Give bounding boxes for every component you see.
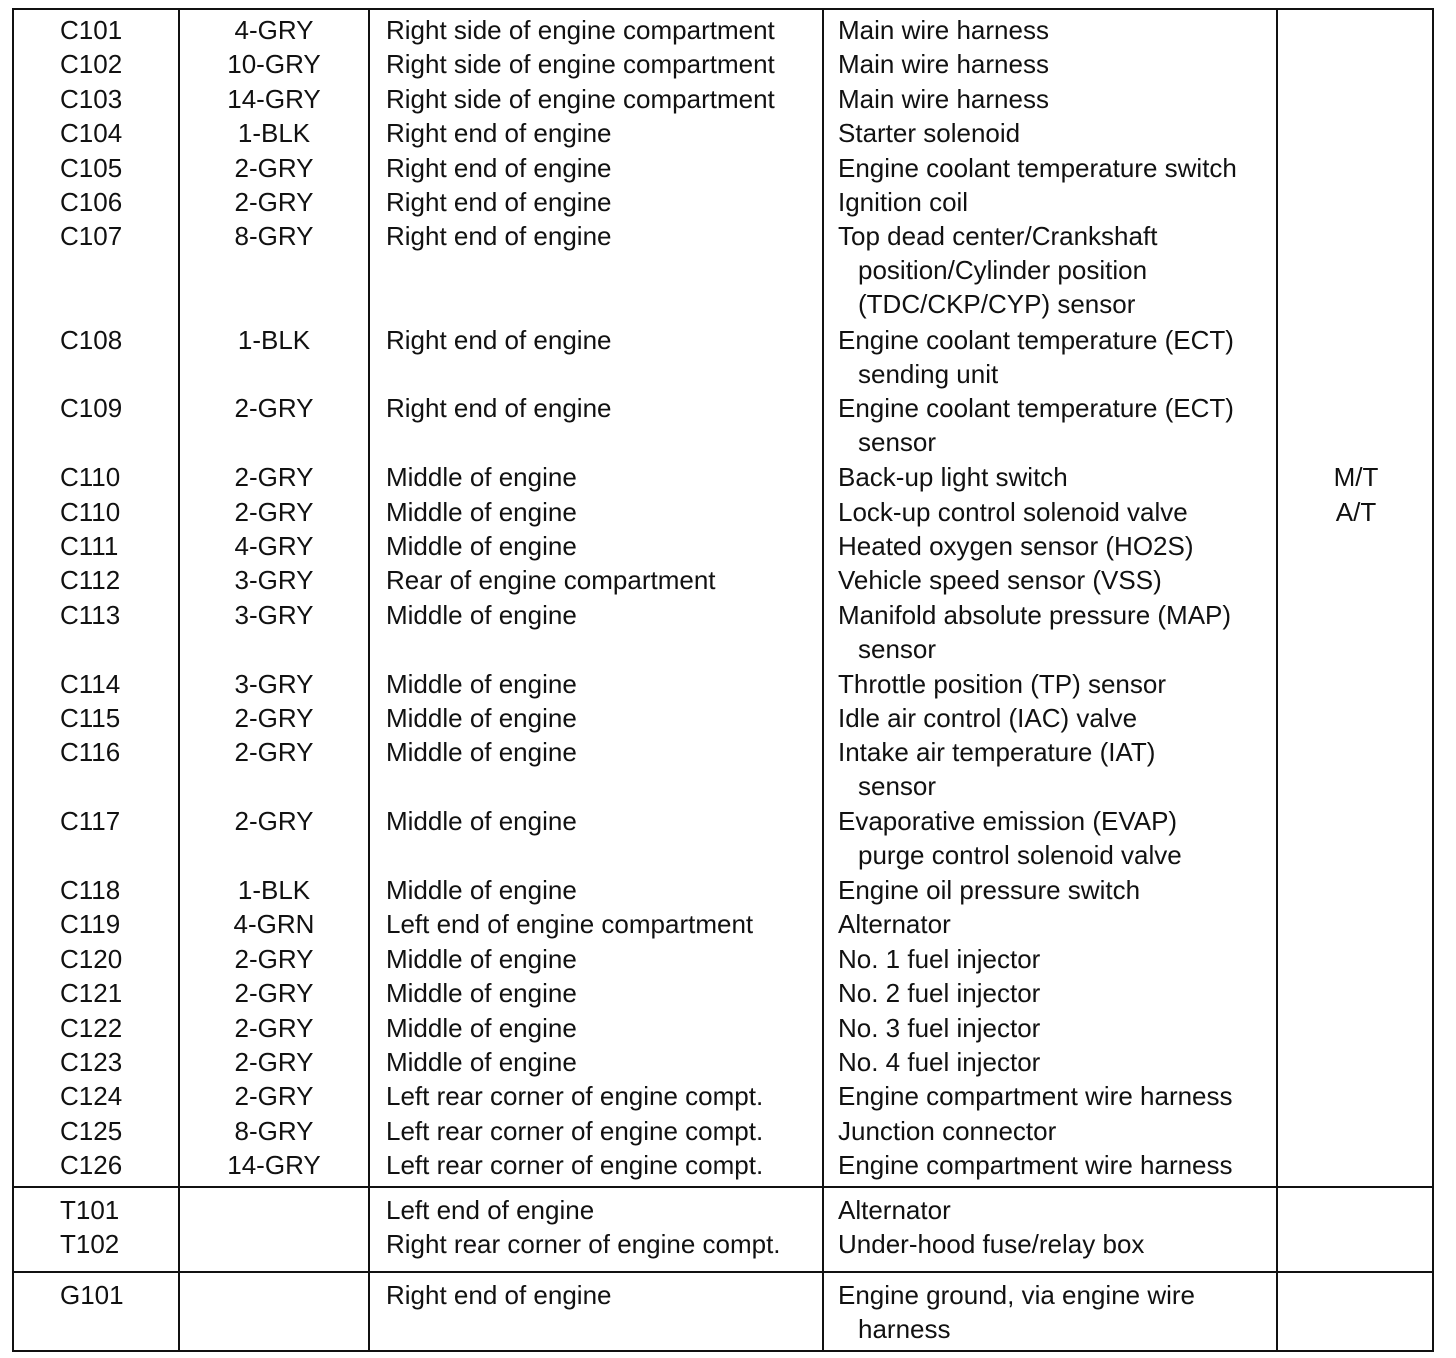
table-border-bottom xyxy=(12,1350,1434,1352)
wire-spec: 14-GRY xyxy=(227,84,321,114)
transmission-note: A/T xyxy=(1335,497,1377,527)
connector-id: C111 xyxy=(60,531,119,561)
table-border-top xyxy=(12,8,1434,10)
component-line: Engine coolant temperature (ECT) xyxy=(838,325,1234,355)
wire-spec: 2-GRY xyxy=(234,1013,314,1043)
connector-location: Right end of engine xyxy=(386,1280,612,1310)
connector-id: C122 xyxy=(60,1013,123,1043)
wire-spec: 2-GRY xyxy=(234,978,314,1008)
connector-location: Middle of engine xyxy=(386,944,577,974)
wire-spec: 2-GRY xyxy=(234,187,314,217)
component-line: sending unit xyxy=(858,359,999,389)
connector-location: Left end of engine xyxy=(386,1195,595,1225)
connector-id: C103 xyxy=(60,84,123,114)
table-border-right xyxy=(1432,8,1434,1352)
connected-component xyxy=(838,735,1155,803)
connected-component xyxy=(838,1193,951,1227)
connector-location: Middle of engine xyxy=(386,703,577,733)
wire-spec: 3-GRY xyxy=(234,669,314,699)
connected-component xyxy=(838,151,1237,185)
connector-location: Right end of engine xyxy=(386,393,612,423)
connector-id: C110 xyxy=(60,462,121,492)
connected-component xyxy=(838,323,1234,391)
component-line: harness xyxy=(858,1314,951,1344)
wire-spec: 2-GRY xyxy=(234,703,314,733)
connector-location: Right side of engine compartment xyxy=(386,15,775,45)
connector-location: Middle of engine xyxy=(386,600,577,630)
column-divider xyxy=(1276,8,1278,1352)
wire-spec: 4-GRY xyxy=(234,15,314,45)
connector-location: Left end of engine compartment xyxy=(386,909,754,939)
connected-component xyxy=(838,1227,1144,1261)
connected-component xyxy=(838,185,968,219)
connector-id: C108 xyxy=(60,325,123,355)
connected-component xyxy=(838,47,1049,81)
wire-spec: 8-GRY xyxy=(234,1116,314,1146)
connector-id: C123 xyxy=(60,1047,123,1077)
connector-location: Right end of engine xyxy=(386,153,612,183)
connector-location: Middle of engine xyxy=(386,669,577,699)
wire-spec: 2-GRY xyxy=(234,1047,314,1077)
component-line: Lock-up control solenoid valve xyxy=(838,497,1188,527)
component-line: Main wire harness xyxy=(838,15,1049,45)
component-line: Engine ground, via engine wire xyxy=(838,1280,1196,1310)
connector-id: C126 xyxy=(60,1150,123,1180)
connected-component xyxy=(838,942,1040,976)
component-line: Engine compartment wire harness xyxy=(838,1081,1233,1111)
wire-spec: 2-GRY xyxy=(234,737,314,767)
connected-component xyxy=(838,1148,1233,1182)
wire-spec: 2-GRY xyxy=(234,1081,314,1111)
connector-location: Middle of engine xyxy=(386,531,577,561)
component-line: Intake air temperature (IAT) xyxy=(838,737,1156,767)
component-line: (TDC/CKP/CYP) sensor xyxy=(858,289,1136,319)
wire-spec: 2-GRY xyxy=(234,806,314,836)
connected-component xyxy=(838,460,1068,494)
connector-location: Middle of engine xyxy=(386,462,577,492)
component-line: position/Cylinder position xyxy=(858,255,1148,285)
component-line: Idle air control (IAC) valve xyxy=(838,703,1138,733)
connector-location: Left rear corner of engine compt. xyxy=(386,1150,764,1180)
connected-component xyxy=(838,907,951,941)
connector-location: Middle of engine xyxy=(386,497,577,527)
component-line: No. 4 fuel injector xyxy=(838,1047,1041,1077)
connector-location: Right side of engine compartment xyxy=(386,49,775,79)
connected-component xyxy=(838,1079,1233,1113)
connector-id: C105 xyxy=(60,153,123,183)
connector-id: C119 xyxy=(60,909,121,939)
wire-spec: 4-GRN xyxy=(233,909,315,939)
connector-location: Middle of engine xyxy=(386,875,577,905)
component-line: Engine compartment wire harness xyxy=(838,1150,1233,1180)
connector-id: C107 xyxy=(60,221,123,251)
connector-id: G101 xyxy=(60,1280,124,1310)
component-line: Engine coolant temperature switch xyxy=(838,153,1237,183)
connector-id: C121 xyxy=(60,978,123,1008)
connector-location: Rear of engine compartment xyxy=(386,565,716,595)
connector-id: C112 xyxy=(60,565,121,595)
wire-spec: 14-GRY xyxy=(227,1150,321,1180)
component-line: Main wire harness xyxy=(838,84,1049,114)
connected-component xyxy=(838,1045,1040,1079)
component-line: Heated oxygen sensor (HO2S) xyxy=(838,531,1194,561)
connector-id: C125 xyxy=(60,1116,123,1146)
connector-id: C102 xyxy=(60,49,123,79)
wire-spec: 4-GRY xyxy=(234,531,314,561)
connector-location: Middle of engine xyxy=(386,1047,577,1077)
connector-id: C117 xyxy=(60,806,121,836)
connected-component xyxy=(838,873,1140,907)
wire-spec: 2-GRY xyxy=(234,393,314,423)
connector-id: C118 xyxy=(60,875,121,905)
connector-location: Left rear corner of engine compt. xyxy=(386,1081,764,1111)
connector-id: C116 xyxy=(60,737,121,767)
connector-id: T102 xyxy=(60,1229,120,1259)
connected-component xyxy=(838,116,1020,150)
connector-location: Right end of engine xyxy=(386,221,612,251)
connected-component xyxy=(838,1011,1040,1045)
connector-location: Middle of engine xyxy=(386,806,577,836)
connected-component xyxy=(838,1114,1056,1148)
component-line: Engine oil pressure switch xyxy=(838,875,1141,905)
connector-id: C113 xyxy=(60,600,121,630)
connector-location: Left rear corner of engine compt. xyxy=(386,1116,764,1146)
connected-component xyxy=(838,667,1166,701)
connector-id: T101 xyxy=(60,1195,120,1225)
connected-component xyxy=(838,391,1234,459)
component-line: Vehicle speed sensor (VSS) xyxy=(838,565,1162,595)
connector-id: C120 xyxy=(60,944,123,974)
component-line: Main wire harness xyxy=(838,49,1049,79)
wire-spec: 3-GRY xyxy=(234,600,314,630)
wire-spec: 3-GRY xyxy=(234,565,314,595)
wire-spec: 8-GRY xyxy=(234,221,314,251)
connected-component xyxy=(838,219,1157,321)
wire-spec: 2-GRY xyxy=(234,153,314,183)
wire-spec: 2-GRY xyxy=(234,944,314,974)
component-line: Evaporative emission (EVAP) xyxy=(838,806,1178,836)
connector-location: Right end of engine xyxy=(386,118,612,148)
column-divider xyxy=(368,8,370,1352)
connector-id: C115 xyxy=(60,703,121,733)
wire-spec: 1-BLK xyxy=(237,875,311,905)
component-line: No. 3 fuel injector xyxy=(838,1013,1041,1043)
component-line: Throttle position (TP) sensor xyxy=(838,669,1167,699)
connector-id: C114 xyxy=(60,669,121,699)
connector-id: C104 xyxy=(60,118,123,148)
table-border-left xyxy=(12,8,14,1352)
component-line: Alternator xyxy=(838,909,951,939)
connector-id: C110 xyxy=(60,497,121,527)
connected-component xyxy=(838,82,1049,116)
section-divider xyxy=(12,1271,1434,1273)
component-line: sensor xyxy=(858,771,937,801)
connector-location: Right rear corner of engine compt. xyxy=(386,1229,781,1259)
component-line: Back-up light switch xyxy=(838,462,1068,492)
connector-id: C124 xyxy=(60,1081,123,1111)
wire-spec: 1-BLK xyxy=(237,325,311,355)
component-line: Starter solenoid xyxy=(838,118,1021,148)
connected-component xyxy=(838,495,1188,529)
component-line: sensor xyxy=(858,427,937,457)
connector-location: Middle of engine xyxy=(386,737,577,767)
connector-id: C106 xyxy=(60,187,123,217)
section-divider xyxy=(12,1186,1434,1188)
component-line: Ignition coil xyxy=(838,187,969,217)
wire-spec: 2-GRY xyxy=(234,462,314,492)
component-line: Alternator xyxy=(838,1195,951,1225)
connector-id: C109 xyxy=(60,393,123,423)
component-line: Manifold absolute pressure (MAP) xyxy=(838,600,1232,630)
transmission-note: M/T xyxy=(1333,462,1379,492)
wire-spec: 2-GRY xyxy=(234,497,314,527)
connector-location: Middle of engine xyxy=(386,978,577,1008)
component-line: sensor xyxy=(858,634,937,664)
component-line: purge control solenoid valve xyxy=(858,840,1182,870)
column-divider xyxy=(822,8,824,1352)
connector-location: Right end of engine xyxy=(386,325,612,355)
connected-component xyxy=(838,529,1194,563)
component-line: Top dead center/Crankshaft xyxy=(838,221,1158,251)
component-line: Engine coolant temperature (ECT) xyxy=(838,393,1234,423)
wire-spec: 1-BLK xyxy=(237,118,311,148)
connector-id: C101 xyxy=(60,15,123,45)
connected-component xyxy=(838,804,1182,872)
connected-component xyxy=(838,598,1231,666)
connected-component xyxy=(838,13,1049,47)
connected-component xyxy=(838,701,1137,735)
component-line: No. 2 fuel injector xyxy=(838,978,1041,1008)
connected-component xyxy=(838,1278,1195,1346)
connected-component xyxy=(838,563,1162,597)
connector-location: Right side of engine compartment xyxy=(386,84,775,114)
wire-spec: 10-GRY xyxy=(227,49,321,79)
connected-component xyxy=(838,976,1040,1010)
component-line: Under-hood fuse/relay box xyxy=(838,1229,1145,1259)
component-line: No. 1 fuel injector xyxy=(838,944,1041,974)
component-line: Junction connector xyxy=(838,1116,1057,1146)
connector-location: Right end of engine xyxy=(386,187,612,217)
connector-location: Middle of engine xyxy=(386,1013,577,1043)
